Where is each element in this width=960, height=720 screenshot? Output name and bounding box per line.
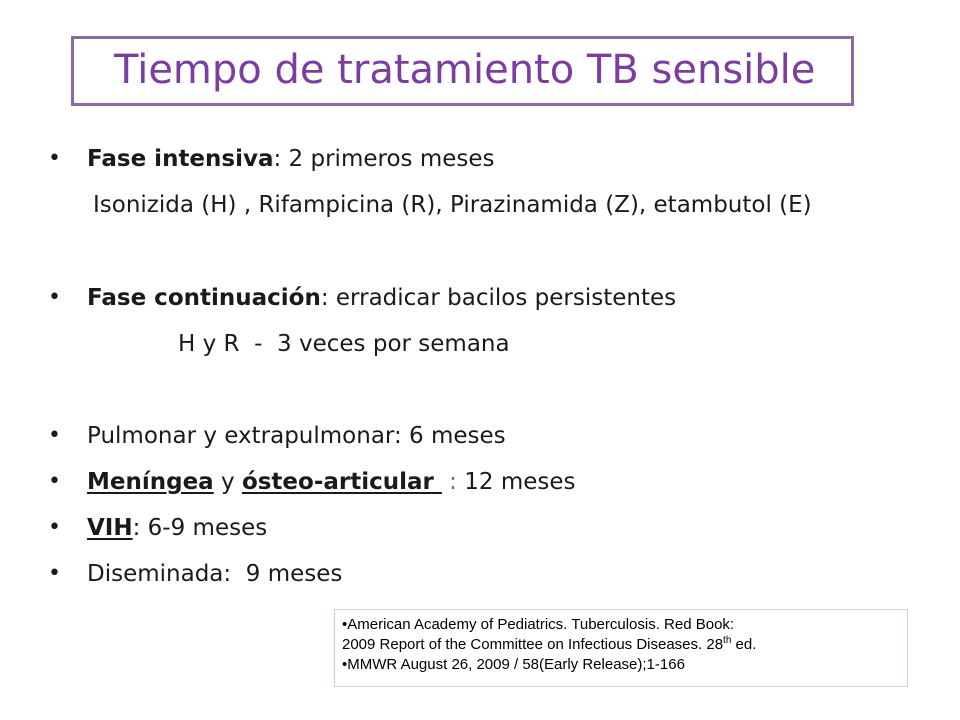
reference-1-line-2	[342, 635, 903, 655]
reference-2: •MMWR August 26, 2009 / 58(Early Release);1-166	[342, 656, 685, 673]
meningea-mid: y	[213, 469, 242, 495]
list-item-pulmonar: Pulmonar y extrapulmonar: 6 meses	[87, 423, 506, 449]
vih-text: : 6-9 meses	[132, 515, 268, 541]
references-box	[334, 609, 908, 687]
bullet: •	[48, 469, 61, 494]
fase-continuacion-sep: :	[320, 285, 329, 311]
list-item-diseminada: Diseminada: 9 meses	[87, 561, 343, 587]
meningea-word: Meníngea	[87, 469, 214, 495]
osteo-articular-word: ósteo-articular	[241, 469, 442, 495]
bullet: •	[48, 146, 61, 171]
fase-intensiva-text: 2 primeros meses	[281, 146, 495, 172]
list-item-meningea	[87, 467, 576, 497]
page-title: Tiempo de tratamiento TB sensible	[114, 47, 816, 93]
reference-1-tail: ed.	[731, 636, 757, 653]
fase-intensiva-detail: Isonizida (H) , Rifampicina (R), Pirazinamida (Z), etambutol (E)	[93, 192, 812, 218]
vih-label: VIH	[87, 515, 133, 541]
fase-continuacion-text: erradicar bacilos persistentes	[328, 285, 677, 311]
fase-continuacion-detail: H y R - 3 veces por semana	[178, 331, 510, 357]
reference-1-text: 2009 Report of the Committee on Infectious Diseases. 28	[342, 636, 724, 653]
bullet: •	[48, 285, 61, 310]
fase-intensiva-label: Fase intensiva	[87, 146, 274, 172]
meningea-text: 12 meses	[456, 469, 576, 495]
reference-1-superscript: th	[723, 635, 732, 646]
list-item-fase-continuacion	[87, 283, 676, 313]
fase-intensiva-sep: :	[273, 146, 282, 172]
fase-continuacion-label: Fase continuación	[87, 285, 321, 311]
meningea-colon: :	[441, 469, 457, 495]
list-item-vih	[87, 513, 267, 543]
bullet: •	[48, 423, 61, 448]
bullet: •	[48, 515, 61, 540]
reference-1-line-1: •American Academy of Pediatrics. Tuberculosis. Red Book:	[342, 616, 735, 633]
bullet: •	[48, 561, 61, 586]
list-item-fase-intensiva	[87, 144, 495, 174]
